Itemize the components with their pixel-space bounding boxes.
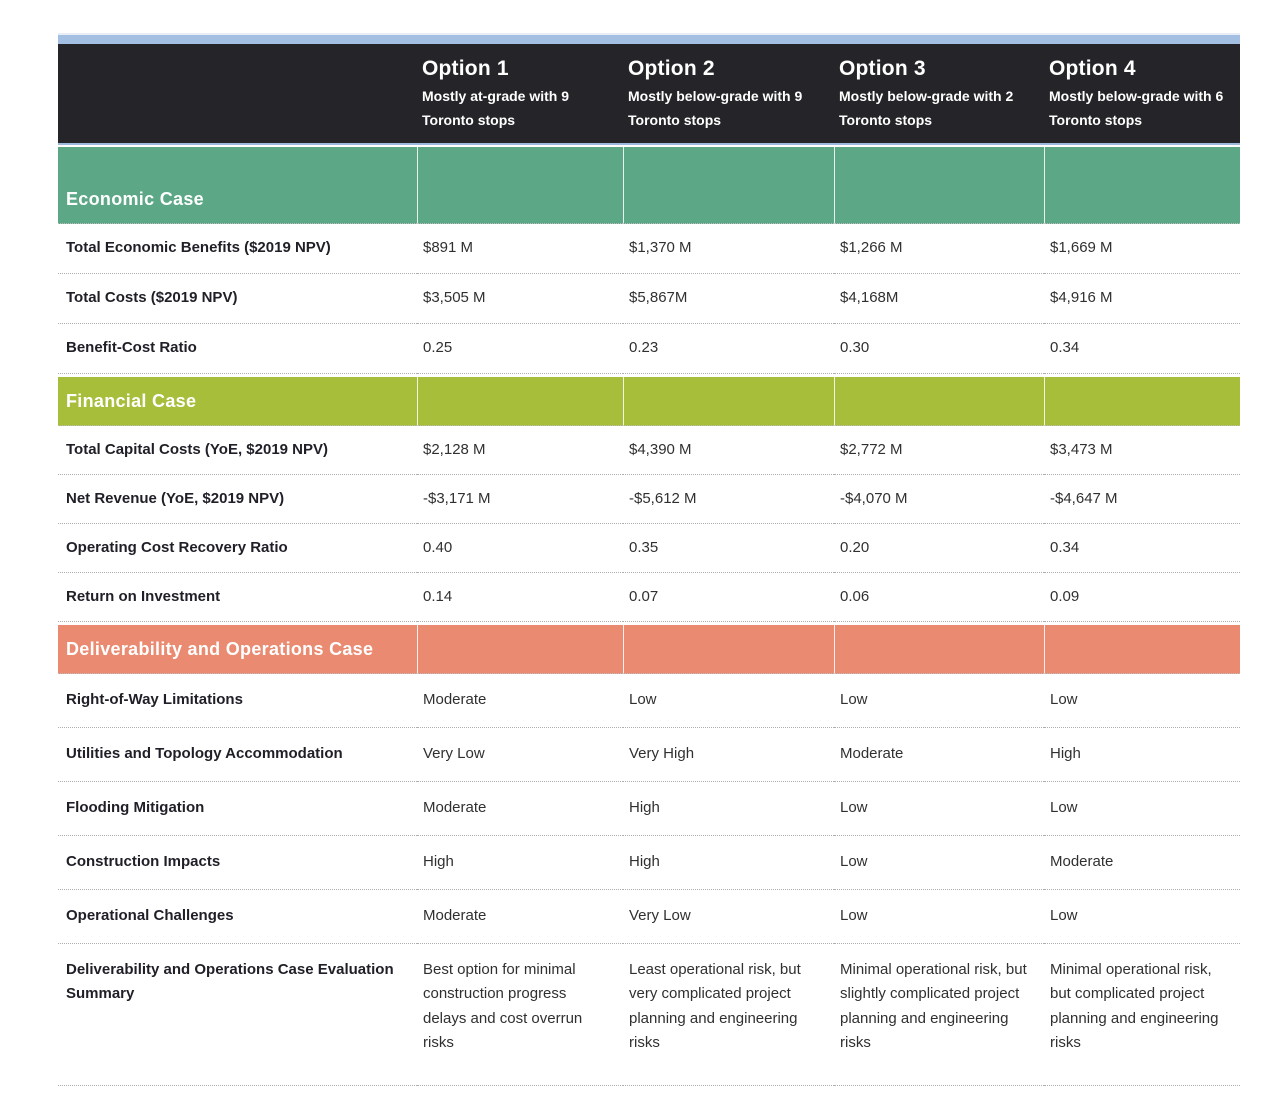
value-cell: High — [1044, 728, 1240, 782]
value-cell: 0.35 — [623, 524, 834, 573]
row-label: Return on Investment — [58, 573, 417, 622]
section-financial — [58, 426, 1240, 622]
table-row-operational-challenges — [58, 890, 1240, 944]
value-cell: $3,505 M — [417, 274, 623, 324]
table-row-operating-cost-recovery — [58, 524, 1240, 573]
value-cell: Low — [1044, 674, 1240, 728]
option-1-title: Option 1 — [422, 57, 509, 80]
value-cell: 0.34 — [1044, 324, 1240, 374]
value-cell: Moderate — [417, 674, 623, 728]
option-4-subtitle: Mostly below-grade with 6 Toronto stops — [1049, 88, 1224, 129]
value-cell: 0.14 — [417, 573, 623, 622]
row-label: Operational Challenges — [58, 890, 417, 944]
value-cell: -$4,070 M — [834, 475, 1044, 524]
section-economic — [58, 224, 1240, 374]
table-row-total-costs — [58, 274, 1240, 324]
value-cell: Moderate — [417, 782, 623, 836]
value-cell: Low — [834, 890, 1044, 944]
section-band-financial — [58, 377, 1240, 426]
value-cell: $5,867M — [623, 274, 834, 324]
options-comparison-table — [58, 33, 1240, 1086]
value-cell: Moderate — [417, 890, 623, 944]
row-label: Total Costs ($2019 NPV) — [58, 274, 417, 324]
table-row-evaluation-summary — [58, 944, 1240, 1086]
row-label: Right-of-Way Limitations — [58, 674, 417, 728]
value-cell: Low — [834, 674, 1044, 728]
row-label: Flooding Mitigation — [58, 782, 417, 836]
option-2-title: Option 2 — [628, 57, 715, 80]
value-cell: Moderate — [1044, 836, 1240, 890]
row-label: Deliverability and Operations Case Evaluation Summary — [58, 944, 417, 1086]
table-row-flooding-mitigation — [58, 782, 1240, 836]
section-band-economic — [58, 147, 1240, 224]
value-cell: $1,669 M — [1044, 224, 1240, 274]
row-label: Net Revenue (YoE, $2019 NPV) — [58, 475, 417, 524]
value-cell: Low — [834, 782, 1044, 836]
section-band-deliverability — [58, 625, 1240, 674]
value-cell: Very High — [623, 728, 834, 782]
value-cell: High — [417, 836, 623, 890]
section-title-deliverability: Deliverability and Operations Case — [66, 638, 374, 659]
value-cell: -$4,647 M — [1044, 475, 1240, 524]
option-1-subtitle: Mostly at-grade with 9 Toronto stops — [422, 88, 570, 129]
row-label: Utilities and Topology Accommodation — [58, 728, 417, 782]
section-title-economic: Economic Case — [66, 189, 204, 209]
value-cell: $2,772 M — [834, 426, 1044, 475]
value-cell: Least operational risk, but very complicated project planning and engineering risks — [623, 944, 834, 1086]
value-cell: Very Low — [623, 890, 834, 944]
value-cell: 0.06 — [834, 573, 1044, 622]
option-4-header — [1044, 44, 1240, 143]
option-4-title: Option 4 — [1049, 57, 1136, 80]
value-cell: 0.07 — [623, 573, 834, 622]
value-cell: Minimal operational risk, but slightly complicated project planning and engineering risks — [834, 944, 1044, 1086]
table-row-construction-impacts — [58, 836, 1240, 890]
value-cell: Low — [623, 674, 834, 728]
value-cell: 0.40 — [417, 524, 623, 573]
value-cell: $4,916 M — [1044, 274, 1240, 324]
table-row-total-capital-costs — [58, 426, 1240, 475]
option-2-header — [623, 44, 834, 143]
value-cell: Moderate — [834, 728, 1044, 782]
option-3-header — [834, 44, 1044, 143]
top-accent-bar — [58, 35, 1240, 44]
options-header-row — [58, 44, 1240, 145]
value-cell: 0.30 — [834, 324, 1044, 374]
table-row-right-of-way — [58, 674, 1240, 728]
option-3-subtitle: Mostly below-grade with 2 Toronto stops — [839, 88, 1014, 129]
row-label: Total Economic Benefits ($2019 NPV) — [58, 224, 417, 274]
value-cell: $2,128 M — [417, 426, 623, 475]
value-cell: Minimal operational risk, but complicated project planning and engineering risks — [1044, 944, 1240, 1086]
section-deliverability — [58, 674, 1240, 1086]
section-title-financial: Financial Case — [66, 390, 197, 411]
header-empty-cell — [58, 44, 417, 143]
table-row-benefit-cost-ratio — [58, 324, 1240, 374]
value-cell: $4,390 M — [623, 426, 834, 475]
value-cell: $891 M — [417, 224, 623, 274]
table-row-net-revenue — [58, 475, 1240, 524]
value-cell: Low — [1044, 890, 1240, 944]
table-row-total-economic-benefits — [58, 224, 1240, 274]
value-cell: -$5,612 M — [623, 475, 834, 524]
row-label: Operating Cost Recovery Ratio — [58, 524, 417, 573]
value-cell: 0.25 — [417, 324, 623, 374]
value-cell: Best option for minimal construction progress delays and cost overrun risks — [417, 944, 623, 1086]
value-cell: $1,266 M — [834, 224, 1044, 274]
table-row-return-on-investment — [58, 573, 1240, 622]
option-1-header — [417, 44, 623, 143]
row-label: Benefit-Cost Ratio — [58, 324, 417, 374]
value-cell: Low — [834, 836, 1044, 890]
value-cell: 0.34 — [1044, 524, 1240, 573]
row-label: Total Capital Costs (YoE, $2019 NPV) — [58, 426, 417, 475]
value-cell: 0.09 — [1044, 573, 1240, 622]
value-cell: $3,473 M — [1044, 426, 1240, 475]
value-cell: 0.20 — [834, 524, 1044, 573]
value-cell: Low — [1044, 782, 1240, 836]
value-cell: Very Low — [417, 728, 623, 782]
option-3-title: Option 3 — [839, 57, 926, 80]
value-cell: $1,370 M — [623, 224, 834, 274]
value-cell: -$3,171 M — [417, 475, 623, 524]
option-2-subtitle: Mostly below-grade with 9 Toronto stops — [628, 88, 803, 129]
value-cell: $4,168M — [834, 274, 1044, 324]
table-row-utilities-topology — [58, 728, 1240, 782]
row-label: Construction Impacts — [58, 836, 417, 890]
value-cell: 0.23 — [623, 324, 834, 374]
value-cell: High — [623, 782, 834, 836]
value-cell: High — [623, 836, 834, 890]
